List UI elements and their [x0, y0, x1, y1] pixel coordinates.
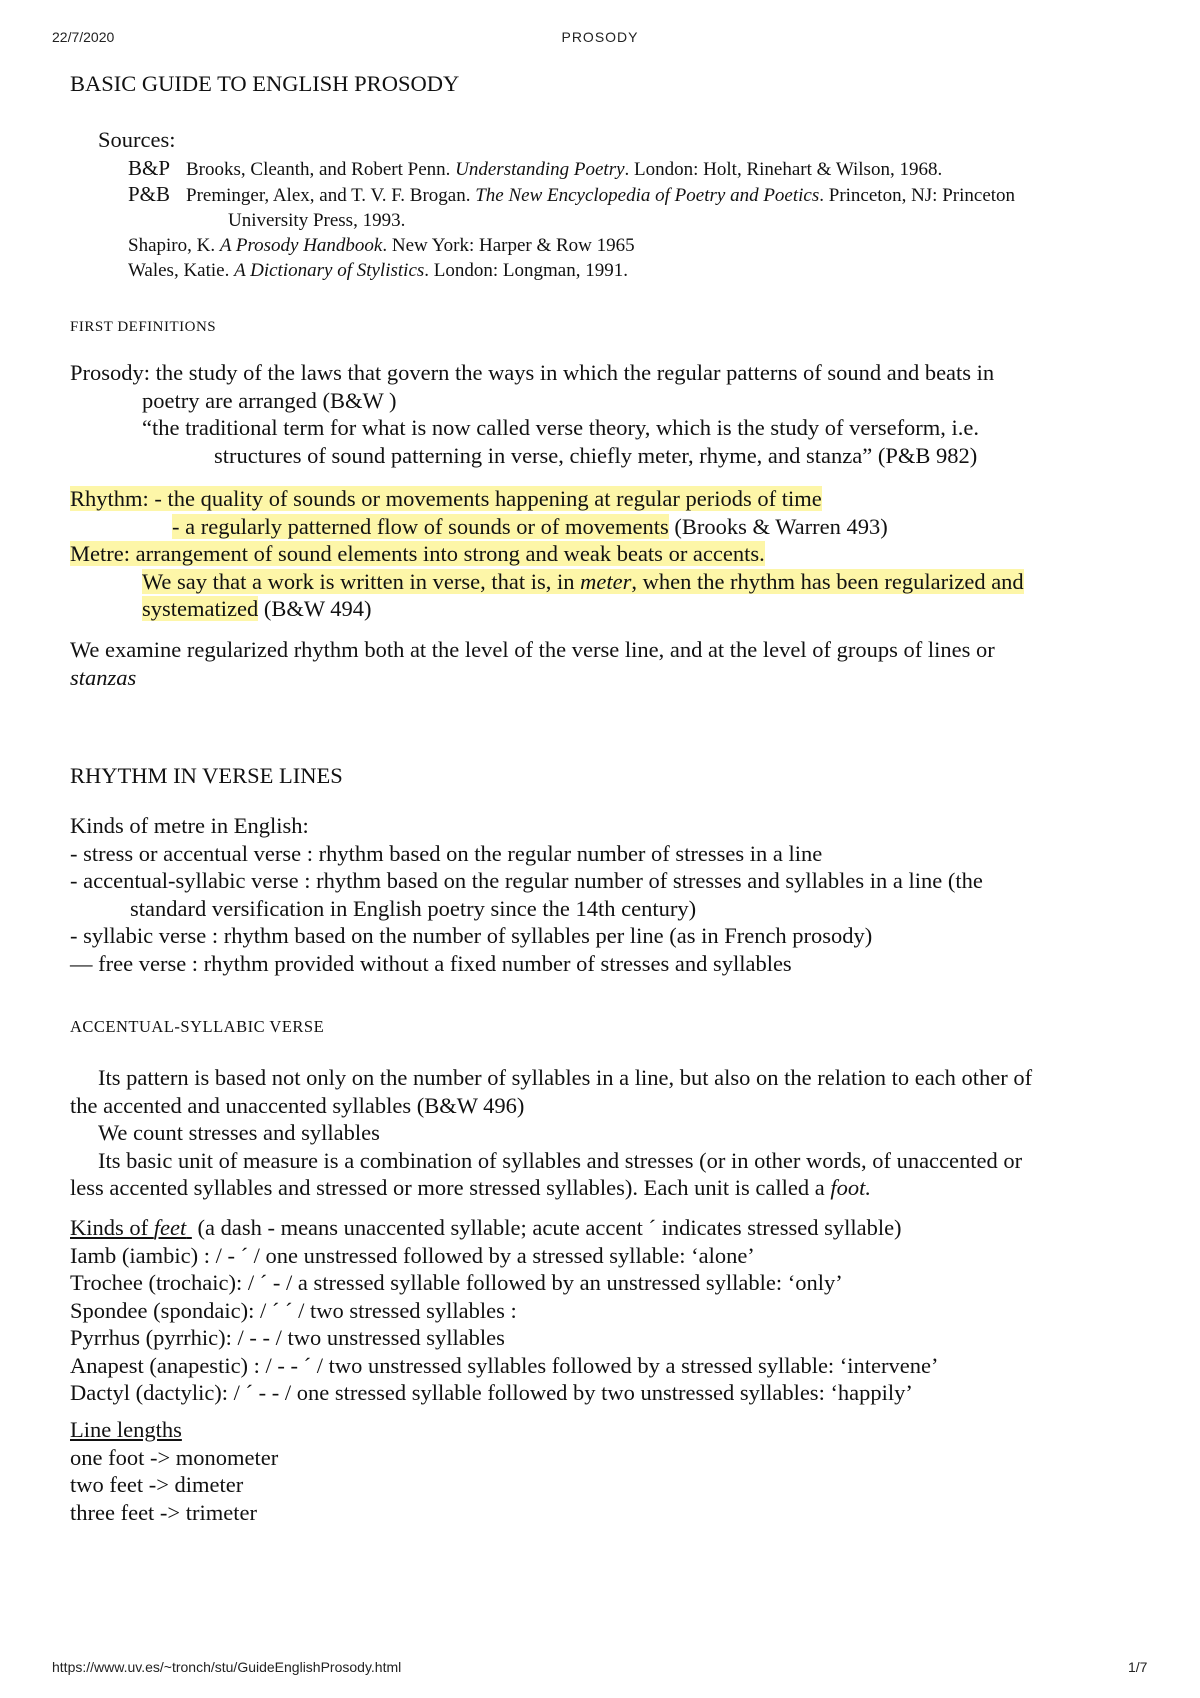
list-item: - stress or accentual verse : rhythm based on the regular number of stresses in a line: [70, 840, 823, 866]
list-item: - syllabic verse : rhythm based on the number of syllables per line (as in French prosody): [70, 923, 873, 948]
print-date: 22/7/2020: [52, 29, 115, 45]
kinds-of-feet: Kinds of feet (a dash - means unaccented syllable; acute accent ´ indicates stressed syllable) Iamb (iambic) : / - ´ / one unstressed followed by a stressed syllable: ‘alone’ Trochee (trochaic): / ´ - / a stressed syllable followed by an unstressed syllable: ‘only’ Spondee (spondaic): / ´ ´ / two stressed syllables : Pyrrhus (pyrrhic): / - - / two unstressed syllables Anapest (anapestic) : / - - ´ / two unstressed syllables followed by a stressed syllable: ‘intervene’ Dactyl (dactylic): / ´ - - / one stressed syllable followed by two unstressed syllables: ‘happily’: [70, 1214, 1140, 1407]
first-definitions-heading: FIRST DEFINITIONS: [70, 319, 217, 335]
kinds-of-feet-label: Kinds of feet: [70, 1215, 187, 1240]
kinds-of-metre: Kinds of metre in English: - stress or accentual verse : rhythm based on the regular number of stresses in a line - accentual-syllabic verse : rhythm based on the regular number of stresses and syllables in a line (the standard versification in English poetry since the 14th century) - syllabic verse : rhythm based on the number of syllables per line (as in French prosody) — free verse : rhythm provided without a fixed number of stresses and syllables: [70, 812, 1140, 977]
accentual-syllabic-heading: ACCENTUAL-SYLLABIC VERSE: [70, 1017, 325, 1036]
list-item: standard versification in English poetry since the 14th century): [130, 895, 697, 921]
print-title: PROSODY: [561, 29, 639, 45]
sources-list: [128, 156, 1138, 283]
list-item: Iamb (iambic) : / - ´ / one unstressed followed by a stressed syllable: ‘alone’: [70, 1242, 755, 1268]
list-item: - accentual-syllabic verse : rhythm based on the regular number of stresses and syllables in a line (the: [70, 868, 983, 893]
rhythm-definition: Rhythm: - the quality of sounds or movements happening at regular periods of time - a regularly patterned flow of sounds or of movements (Brooks & Warren 493): [70, 486, 888, 539]
examine-paragraph: We examine regularized rhythm both at the level of the verse line, and at the level of groups of lines or stanzas: [70, 637, 995, 690]
source-item: B&P Brooks, Cleanth, and Robert Penn. Understanding Poetry. London: Holt, Rinehart & Wilson, 1968.: [128, 156, 943, 180]
list-item: Spondee (spondaic): / ´ ´ / two stressed syllables :: [70, 1297, 517, 1323]
list-item: Trochee (trochaic): / ´ - / a stressed syllable followed by an unstressed syllable: ‘only’: [70, 1270, 843, 1295]
list-item: Anapest (anapestic) : / - - ´ / two unstressed syllables followed by a stressed syllable: ‘intervene’: [70, 1352, 939, 1378]
accentual-paragraph: Its pattern is based not only on the number of syllables in a line, but also on the relation to each other of the accented and unaccented syllables (B&W 496) We count stresses and syllables Its basic unit of measure is a combination of syllables and stresses (or in other words, of unaccented or less accented syllables and stressed or more stressed syllables). Each unit is called a foot.: [70, 1065, 1033, 1200]
source-item-continuation: University Press, 1993.: [228, 210, 406, 231]
list-item: Pyrrhus (pyrrhic): / - - / two unstressed syllables: [70, 1325, 505, 1350]
list-item: Dactyl (dactylic): / ´ - - / one stressed syllable followed by two unstressed syllables: ‘happily’: [70, 1380, 913, 1405]
list-item: three feet -> trimeter: [70, 1499, 257, 1525]
list-item: one foot -> monometer: [70, 1444, 279, 1470]
source-item: P&B Preminger, Alex, and T. V. F. Brogan. The New Encyclopedia of Poetry and Poetics. Princeton, NJ: Princeton: [128, 182, 1016, 206]
source-item: Wales, Katie. A Dictionary of Stylistics. London: Longman, 1991.: [128, 260, 628, 281]
print-url[interactable]: https://www.uv.es/~tronch/stu/GuideEnglishProsody.html: [52, 1659, 402, 1675]
prosody-definition: Prosody: the study of the laws that govern the ways in which the regular patterns of sound and beats in poetry are arranged (B&W ) “the traditional term for what is now called verse theory, which is the study of verseform, i.e. structures of sound patterning in verse, chiefly meter, rhyme, and stanza” (P&B 982): [70, 360, 995, 468]
sources-label: Sources:: [98, 127, 176, 152]
list-item: — free verse : rhythm provided without a fixed number of stresses and syllables: [70, 950, 792, 976]
line-lengths: Line lengths one foot -> monometer two feet -> dimeter three feet -> trimeter: [70, 1416, 1140, 1526]
doc-title: BASIC GUIDE TO ENGLISH PROSODY: [70, 71, 460, 96]
metre-definition: Metre: arrangement of sound elements into strong and weak beats or accents. We say that a work is written in verse, that is, in meter, when the rhythm has been regularized and systematized (B&W 494): [70, 541, 1024, 621]
source-item: Shapiro, K. A Prosody Handbook. New York: Harper & Row 1965: [128, 235, 635, 256]
rhythm-verse-lines-heading: RHYTHM IN VERSE LINES: [70, 763, 343, 788]
print-page-number: 1/7: [1128, 1659, 1148, 1675]
list-item: two feet -> dimeter: [70, 1472, 244, 1497]
